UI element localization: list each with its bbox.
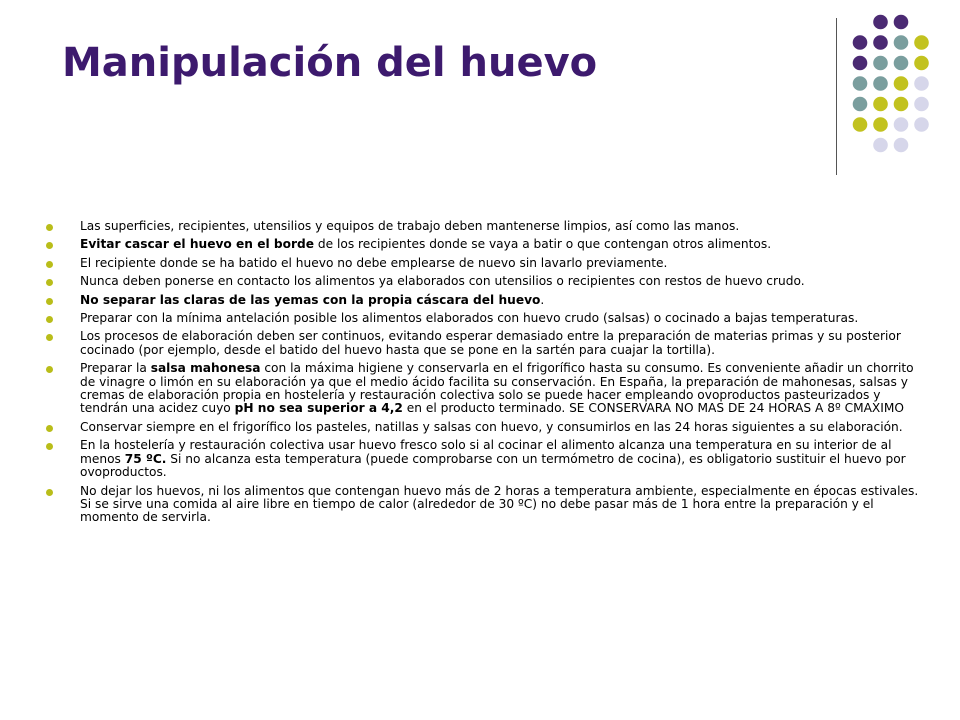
bullet-dot-icon	[46, 279, 53, 286]
bullet-text: Preparar con la mínima antelación posible los alimentos elaborados con huevo crudo (salsas) o cocinado a bajas temperaturas.	[80, 311, 859, 326]
bullet-item	[44, 294, 926, 307]
decorative-dot	[914, 97, 929, 112]
bullet-item	[44, 330, 926, 357]
bullet-dot-icon	[46, 366, 53, 373]
bullet-dot-icon	[46, 334, 53, 341]
bullet-text: en el producto terminado. SE CONSERVARA NO MAS DE 24 HORAS A 8º CMAXIMO	[402, 401, 904, 416]
bullet-text: .	[540, 292, 545, 307]
bullet-text: con la máxima higiene y conservarla en el frigorífico hasta su consumo. Es conveniente añadir un chorrito de vinagre o limón en su elaboración ya que el medio ácido facilita su conservación. En España, la preparación de mahonesas, salsas y cremas de elaboración propia en hostelería y restauración colectiva solo se puede hacer empleando ovoproductos pasteurizados y tendrán una acidez cuyo	[80, 361, 914, 416]
bullet-list	[44, 220, 926, 530]
bullet-dot-icon	[46, 443, 53, 450]
bullet-item	[44, 220, 926, 233]
bullet-text: Nunca deben ponerse en contacto los alimentos ya elaborados con utensilios o recipientes con restos de huevo crudo.	[80, 274, 805, 289]
bullet-text: No dejar los huevos, ni los alimentos que contengan huevo más de 2 horas a temperatura ambiente, especialmente en épocas estivales. Si se sirve una comida al aire libre en tiempo de calor (alrededor de 30 ºC) no debe pasar más de 1 hora entre la preparación y el momento de servirla.	[80, 483, 919, 525]
bullet-item	[44, 312, 926, 325]
bullet-dot-icon	[46, 224, 53, 231]
decorative-dot	[914, 117, 929, 132]
bullet-dot-icon	[46, 242, 53, 249]
bullet-text: El recipiente donde se ha batido el huevo no debe emplearse de nuevo sin lavarlo previamente.	[80, 255, 668, 270]
bullet-item	[44, 257, 926, 270]
bullet-emphasis: No separar las claras de las yemas con la propia cáscara del huevo	[80, 292, 541, 307]
decorative-dot	[853, 56, 868, 71]
bullet-emphasis: pH no sea superior a 4,2	[234, 401, 403, 416]
decorative-dot	[873, 15, 888, 30]
decorative-dot	[853, 117, 868, 132]
decorative-dot	[894, 56, 909, 71]
bullet-text: Si no alcanza esta temperatura (puede comprobarse con un termómetro de cocina), es obligatorio sustituir el huevo por ovoproductos.	[80, 451, 906, 480]
decorative-dot	[853, 35, 868, 50]
bullet-text: En la hostelería y restauración colectiva usar huevo fresco solo si al cocinar el alimento alcanza una temperatura en su interior de al menos	[80, 438, 892, 466]
bullet-dot-icon	[46, 425, 53, 432]
bullet-item	[44, 421, 926, 434]
bullet-text: de los recipientes donde se vaya a batir o que contengan otros alimentos.	[314, 237, 772, 252]
decorative-dot	[873, 97, 888, 112]
decorative-dot	[914, 35, 929, 50]
bullet-emphasis: salsa mahonesa	[150, 361, 261, 376]
bullet-item	[44, 485, 926, 525]
decorative-dot	[894, 76, 909, 91]
bullet-text: Conservar siempre en el frigorífico los pasteles, natillas y salsas con huevo, y consumirlos en las 24 horas siguientes a su elaboración.	[80, 419, 903, 434]
bullet-item	[44, 238, 926, 251]
bullet-item	[44, 362, 926, 416]
slide-title: Manipulación del huevo	[62, 40, 598, 86]
bullet-dot-icon	[46, 489, 53, 496]
decorative-dot	[853, 97, 868, 112]
decorative-dot	[853, 76, 868, 91]
decorative-dot	[873, 76, 888, 91]
bullet-text: Las superficies, recipientes, utensilios y equipos de trabajo deben mantenerse limpios, así como las manos.	[80, 219, 740, 233]
decorative-dot	[914, 76, 929, 91]
decorative-dot	[873, 35, 888, 50]
decorative-dot	[873, 117, 888, 132]
decorative-dot	[894, 117, 909, 132]
decorative-dot	[873, 138, 888, 153]
decorative-dot	[914, 56, 929, 71]
decorative-dot	[873, 56, 888, 71]
bullet-dot-icon	[46, 298, 53, 305]
bullet-text: Preparar la	[80, 361, 151, 376]
decorative-vertical-line	[836, 18, 837, 175]
decorative-dot	[894, 138, 909, 153]
bullet-emphasis: 75 ºC.	[124, 451, 167, 466]
bullet-text: Los procesos de elaboración deben ser continuos, evitando esperar demasiado entre la preparación de materias primas y su posterior cocinado (por ejemplo, desde el batido del huevo hasta que se pone en la sartén para cuajar la tortilla).	[80, 329, 901, 357]
decorative-dot	[894, 97, 909, 112]
bullet-dot-icon	[46, 261, 53, 268]
bullet-emphasis: Evitar cascar el huevo en el borde	[80, 237, 314, 252]
decorative-dot	[894, 15, 909, 30]
bullet-item	[44, 439, 926, 479]
bullet-item	[44, 275, 926, 288]
decorative-dot	[894, 35, 909, 50]
bullet-dot-icon	[46, 316, 53, 323]
